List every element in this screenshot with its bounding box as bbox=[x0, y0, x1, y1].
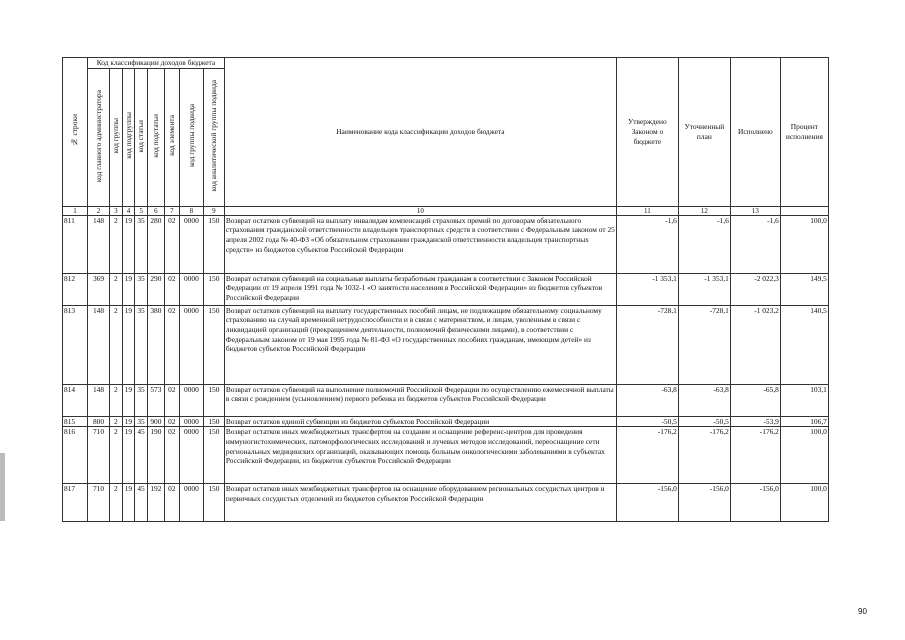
cell-executed: -1 023,2 bbox=[730, 305, 780, 384]
cell-analytic: 150 bbox=[203, 484, 224, 522]
cell-name: Возврат остатков субвенций на выплату государственных пособий лицам, не подлежащим обязательному социальному страхованию на случай временной нетрудоспособности и в связи с материнством, и лицам, уволенным в связи с ликвидацией организаций (прекращением деятельности, полномочий физическими лицами), в соответствии с Федеральным законом от 19 мая 1995 года № 81-ФЗ «О государственных пособиях гражданам, имеющим детей» из бюджетов субъектов Российской Федерации bbox=[224, 305, 616, 384]
cell-executed: -176,2 bbox=[730, 427, 780, 484]
cell-percent: 100,0 bbox=[780, 484, 828, 522]
col-number: 8 bbox=[179, 206, 203, 215]
cell-element: 02 bbox=[164, 416, 179, 427]
cell-analytic: 150 bbox=[203, 384, 224, 416]
cell-name: Возврат остатков иных межбюджетных трансфертов на создание и оснащение референс-центров для проведения иммуногистохимических, патоморфологических исследований и лучевых методов исследований, переоснащение сети региональных медицинских организаций, оказывающих помощь больным онкологическими заболеваниями в субъектах Российской Федерации, из бюджетов субъектов Российской Федерации bbox=[224, 427, 616, 484]
cell-article: 35 bbox=[135, 416, 148, 427]
cell-sub-group: 0000 bbox=[179, 427, 203, 484]
cell-plan: -63,8 bbox=[678, 384, 730, 416]
cell-article: 35 bbox=[135, 273, 148, 305]
header-article: код статьи bbox=[135, 68, 148, 206]
cell-group: 2 bbox=[110, 416, 123, 427]
cell-analytic: 150 bbox=[203, 416, 224, 427]
cell-approved: -1,6 bbox=[616, 215, 678, 273]
cell-percent: 103,1 bbox=[780, 384, 828, 416]
column-number-row bbox=[63, 206, 829, 215]
header-group: код группы bbox=[110, 68, 123, 206]
cell-admin: 369 bbox=[88, 273, 110, 305]
cell-group: 2 bbox=[110, 273, 123, 305]
table-row bbox=[63, 384, 829, 416]
cell-element: 02 bbox=[164, 305, 179, 384]
cell-plan: -156,0 bbox=[678, 484, 730, 522]
cell-percent: 100,0 bbox=[780, 427, 828, 484]
cell-subgroup: 19 bbox=[122, 484, 135, 522]
cell-subarticle: 192 bbox=[147, 484, 164, 522]
cell-admin: 148 bbox=[88, 215, 110, 273]
cell-no: 817 bbox=[63, 484, 88, 522]
cell-sub-group: 0000 bbox=[179, 416, 203, 427]
header-row-no: № строки bbox=[63, 58, 88, 207]
cell-group: 2 bbox=[110, 427, 123, 484]
cell-subgroup: 19 bbox=[122, 215, 135, 273]
cell-name: Возврат остатков субвенций на выплату инвалидам компенсаций страховых премий по договорам обязательного страхования гражданской ответственности владельцев транспортных средств в соответствии с Федеральным законом от 25 апреля 2002 года № 40-ФЗ «Об обязательном страховании гражданской ответственности владельцев транспортных средств» из бюджетов субъектов Российской Федерации bbox=[224, 215, 616, 273]
cell-no: 815 bbox=[63, 416, 88, 427]
cell-executed: -53,9 bbox=[730, 416, 780, 427]
cell-subgroup: 19 bbox=[122, 427, 135, 484]
cell-subgroup: 19 bbox=[122, 384, 135, 416]
cell-admin: 710 bbox=[88, 484, 110, 522]
table-row bbox=[63, 273, 829, 305]
header-subgroup: код подгруппы bbox=[122, 68, 135, 206]
table-row bbox=[63, 484, 829, 522]
cell-approved: -50,5 bbox=[616, 416, 678, 427]
cell-element: 02 bbox=[164, 427, 179, 484]
cell-executed: -2 022,3 bbox=[730, 273, 780, 305]
cell-percent: 100,0 bbox=[780, 215, 828, 273]
cell-subgroup: 19 bbox=[122, 416, 135, 427]
cell-article: 35 bbox=[135, 305, 148, 384]
cell-analytic: 150 bbox=[203, 215, 224, 273]
header-percent: Процент исполнения bbox=[780, 58, 828, 207]
cell-name: Возврат остатков единой субвенции из бюджетов субъектов Российской Федерации bbox=[224, 416, 616, 427]
cell-element: 02 bbox=[164, 384, 179, 416]
cell-element: 02 bbox=[164, 215, 179, 273]
table-row bbox=[63, 305, 829, 384]
cell-approved: -63,8 bbox=[616, 384, 678, 416]
col-number: 9 bbox=[203, 206, 224, 215]
cell-element: 02 bbox=[164, 484, 179, 522]
col-number: 1 bbox=[63, 206, 88, 215]
cell-group: 2 bbox=[110, 215, 123, 273]
cell-executed: -156,0 bbox=[730, 484, 780, 522]
cell-subgroup: 19 bbox=[122, 305, 135, 384]
cell-subgroup: 19 bbox=[122, 273, 135, 305]
cell-subarticle: 573 bbox=[147, 384, 164, 416]
col-number: 2 bbox=[88, 206, 110, 215]
col-number: 10 bbox=[224, 206, 616, 215]
cell-element: 02 bbox=[164, 273, 179, 305]
col-number: 13 bbox=[730, 206, 780, 215]
cell-name: Возврат остатков субвенций на социальные выплаты безработным гражданам в соответствии с Законом Российской Федерации от 19 апреля 1991 года № 1032-1 «О занятости населения в Российской Федерации» из бюджетов субъектов Российской Федерации bbox=[224, 273, 616, 305]
header-approved: Утверждено Законом о бюджете bbox=[616, 58, 678, 207]
header-executed: Исполнено bbox=[730, 58, 780, 207]
cell-article: 35 bbox=[135, 384, 148, 416]
header-plan: Уточненный план bbox=[678, 58, 730, 207]
cell-approved: -176,2 bbox=[616, 427, 678, 484]
cell-no: 814 bbox=[63, 384, 88, 416]
cell-admin: 710 bbox=[88, 427, 110, 484]
cell-article: 45 bbox=[135, 484, 148, 522]
header-classification-group: Код классификации доходов бюджета bbox=[88, 58, 225, 69]
cell-approved: -156,0 bbox=[616, 484, 678, 522]
table-row bbox=[63, 427, 829, 484]
cell-percent: 106,7 bbox=[780, 416, 828, 427]
col-number: 7 bbox=[164, 206, 179, 215]
table-row bbox=[63, 416, 829, 427]
cell-percent: 149,5 bbox=[780, 273, 828, 305]
cell-group: 2 bbox=[110, 305, 123, 384]
cell-subarticle: 900 bbox=[147, 416, 164, 427]
col-number: 5 bbox=[135, 206, 148, 215]
cell-sub-group: 0000 bbox=[179, 215, 203, 273]
cell-sub-group: 0000 bbox=[179, 305, 203, 384]
cell-executed: -1,6 bbox=[730, 215, 780, 273]
cell-admin: 148 bbox=[88, 384, 110, 416]
cell-plan: -728,1 bbox=[678, 305, 730, 384]
budget-revenue-table bbox=[62, 57, 829, 522]
cell-plan: -176,2 bbox=[678, 427, 730, 484]
cell-admin: 800 bbox=[88, 416, 110, 427]
cell-subarticle: 290 bbox=[147, 273, 164, 305]
cell-approved: -1 353,1 bbox=[616, 273, 678, 305]
cell-subarticle: 190 bbox=[147, 427, 164, 484]
cell-sub-group: 0000 bbox=[179, 384, 203, 416]
cell-admin: 148 bbox=[88, 305, 110, 384]
cell-sub-group: 0000 bbox=[179, 273, 203, 305]
cell-name: Возврат остатков иных межбюджетных трансфертов на оснащение оборудованием региональных сосудистых центров и первичных сосудистых отделений из бюджетов субъектов Российской Федерации bbox=[224, 484, 616, 522]
col-number: 6 bbox=[147, 206, 164, 215]
cell-article: 35 bbox=[135, 215, 148, 273]
cell-no: 813 bbox=[63, 305, 88, 384]
col-number: 12 bbox=[678, 206, 730, 215]
col-number: 3 bbox=[110, 206, 123, 215]
col-number: 4 bbox=[122, 206, 135, 215]
cell-subarticle: 380 bbox=[147, 305, 164, 384]
cell-article: 45 bbox=[135, 427, 148, 484]
cell-subarticle: 280 bbox=[147, 215, 164, 273]
cell-no: 811 bbox=[63, 215, 88, 273]
cell-analytic: 150 bbox=[203, 427, 224, 484]
cell-analytic: 150 bbox=[203, 305, 224, 384]
cell-name: Возврат остатков субвенций на выполнение полномочий Российской Федерации по осуществлению ежемесячной выплаты в связи с рождением (усыновлением) первого ребенка из бюджетов субъектов Российской Федерации bbox=[224, 384, 616, 416]
cell-no: 812 bbox=[63, 273, 88, 305]
page-number: 90 bbox=[858, 607, 867, 616]
cell-no: 816 bbox=[63, 427, 88, 484]
cell-plan: -50,5 bbox=[678, 416, 730, 427]
cell-executed: -65,8 bbox=[730, 384, 780, 416]
cell-sub-group: 0000 bbox=[179, 484, 203, 522]
header-analytic: код аналитической группы подвида bbox=[203, 68, 224, 206]
table-row bbox=[63, 215, 829, 273]
cell-plan: -1,6 bbox=[678, 215, 730, 273]
header-name: Наименование кода классификации доходов бюджета bbox=[224, 58, 616, 207]
col-number bbox=[780, 206, 828, 215]
header-sub-group: код группы подвида bbox=[179, 68, 203, 206]
cell-analytic: 150 bbox=[203, 273, 224, 305]
cell-percent: 140,5 bbox=[780, 305, 828, 384]
header-element: код элемента bbox=[164, 68, 179, 206]
cell-group: 2 bbox=[110, 384, 123, 416]
header-subarticle: код подстатьи bbox=[147, 68, 164, 206]
scan-edge-mark bbox=[0, 453, 5, 521]
cell-plan: -1 353,1 bbox=[678, 273, 730, 305]
cell-group: 2 bbox=[110, 484, 123, 522]
cell-approved: -728,1 bbox=[616, 305, 678, 384]
col-number: 11 bbox=[616, 206, 678, 215]
header-admin: код главного администратора bbox=[88, 68, 110, 206]
